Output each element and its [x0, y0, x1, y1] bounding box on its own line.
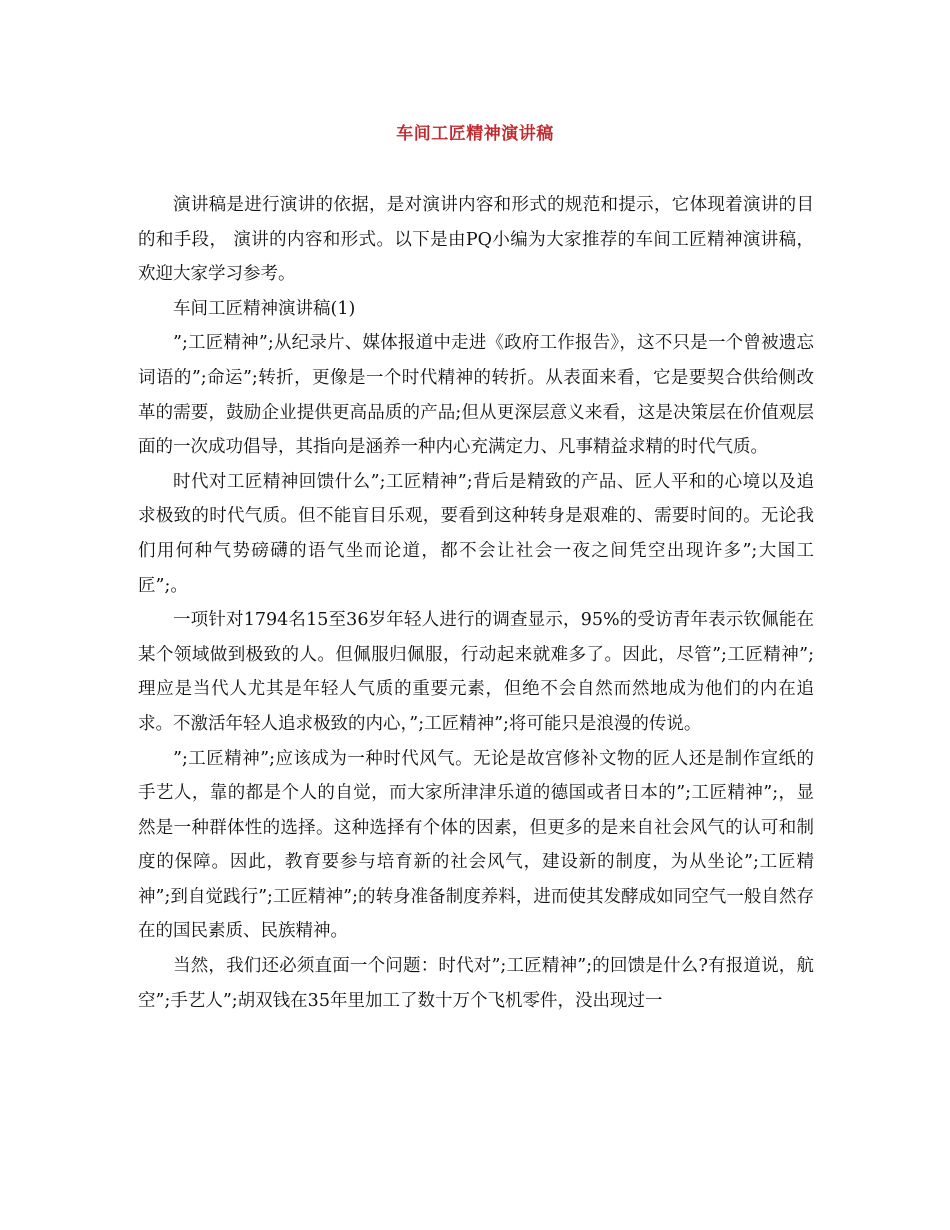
paragraph: 一项针对1794名15至36岁年轻人进行的调查显示，95%的受访青年表示钦佩能在某个领域做到极致的人。但佩服归佩服，行动起来就难多了。因此，尽管”;工匠精神”;理应是当代人尤其是年轻人气质的重要元素，但绝不会自然而然地成为他们的内在追求。不激活年轻人追求极致的内心，”;工匠精神”;将可能只是浪漫的传说。: [138, 610, 814, 734]
section-heading: 车间工匠精神演讲稿(1): [173, 298, 356, 319]
document-body: [138, 188, 814, 1018]
paragraph: 时代对工匠精神回馈什么”;工匠精神”;背后是精致的产品、匠人平和的心境以及追求极致的时代气质。但不能盲目乐观，要看到这种转身是艰难的、需要时间的。无论我们用何种气势磅礴的语气坐而论道，都不会让社会一夜之间凭空出现许多”;大国工匠”;。: [138, 471, 814, 596]
paragraph: 当然，我们还必须直面一个问题：时代对”;工匠精神”;的回馈是什么?有报道说，航空”;手艺人”;胡双钱在35年里加工了数十万个飞机零件，没出现过一: [138, 956, 814, 1011]
paragraph-intro: 演讲稿是进行演讲的依据，是对演讲内容和形式的规范和提示，它体现着演讲的目的和手段， 演讲的内容和形式。以下是由PQ小编为大家推荐的车间工匠精神演讲稿，欢迎大家学习参考。: [138, 195, 814, 285]
paragraph: ”;工匠精神”;从纪录片、媒体报道中走进《政府工作报告》，这不只是一个曾被遗忘词语的”;命运”;转折，更像是一个时代精神的转折。从表面来看，它是要契合供给侧改革的需要，鼓励企业提供更高品质的产品;但从更深层意义来看，这是决策层在价值观层面的一次成功倡导，其指向是涵养一种内心充满定力、凡事精益求精的时代气质。: [138, 333, 814, 458]
paragraph: ”;工匠精神”;应该成为一种时代风气。无论是故宫修补文物的匠人还是制作宣纸的手艺人，靠的都是个人的自觉，而大家所津津乐道的德国或者日本的”;工匠精神”;，显然是一种群体性的选择。这种选择有个体的因素，但更多的是来自社会风气的认可和制度的保障。因此，教育要参与培育新的社会风气，建设新的制度，为从坐论”;工匠精神”;到自觉践行”;工匠精神”;的转身准备制度养料，进而使其发酵成如同空气一般自然存在的国民素质、民族精神。: [138, 748, 814, 942]
document-title: 车间工匠精神演讲稿: [396, 124, 554, 144]
